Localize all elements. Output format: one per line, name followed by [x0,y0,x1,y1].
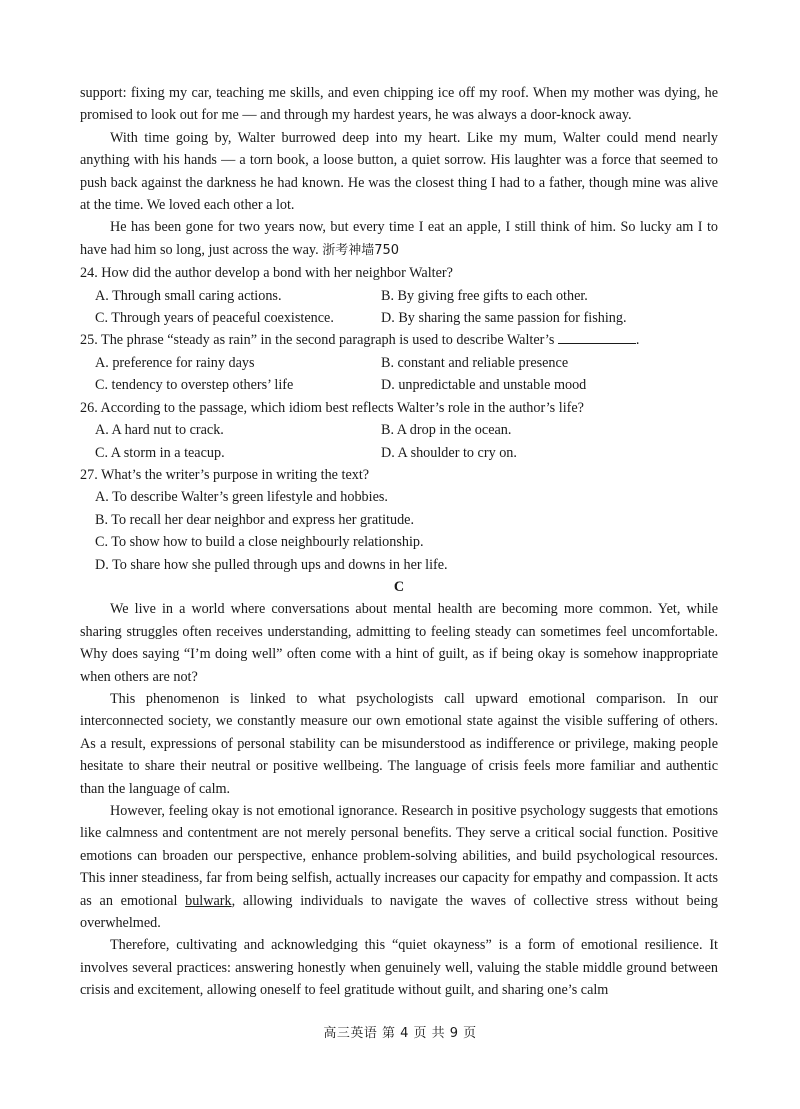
passage-b-paragraph-2: With time going by, Walter burrowed deep into my heart. Like my mum, Walter could mend nearly anything with his hands — a torn book, a loose button, a quiet sorrow. His laughter was a force that seemed to push back against the darkness he had known. He was the closest thing I had to a father, though mine was alive at the time. We loved each other a lot. [80,129,718,214]
question-24-option-a[interactable]: A. Through small caring actions. [95,287,282,304]
question-25-option-b[interactable]: B. constant and reliable presence [381,354,569,371]
question-26-stem: 26. According to the passage, which idiom best reflects Walter’s role in the author’s life? [80,399,584,416]
passage-c-paragraph-1: We live in a world where conversations about mental health are becoming more common. Yet, while sharing struggles often receives understanding, admitting to feeling steady can sometimes feel uncomfortable. Why does saying “I’m doing well” often come with a hint of guilt, as if being okay is somehow inappropriate when others are not? [80,601,718,685]
question-25-option-a[interactable]: A. preference for rainy days [95,354,255,371]
passage-b-paragraph-1: support: fixing my car, teaching me skills, and even chipping ice off my roof. When my mother was dying, he promised to look out for me — and through my hardest years, he was always a door-knock away. [80,85,718,124]
question-26-options [80,419,718,464]
passage-c-paragraph-3-text: However, feeling okay is not emotional ignorance. Research in positive psychology suggests that emotions like calmness and contentment are not merely personal benefits. They serve a critical social function. Positive emotions can broaden our perspective, enhance problem-solving abilities, and build psychological resources. This inner steadiness, far from being selfish, actually increases our capacity for empathy and compassion. It acts as an emotional [80,803,718,909]
question-26-option-b[interactable]: B. A drop in the ocean. [381,422,512,439]
page-footer: 高三英语 第 4 页 共 9 页 [323,1026,477,1041]
question-25-option-d[interactable]: D. unpredictable and unstable mood [381,377,587,394]
question-25-option-c[interactable]: C. tendency to overstep others’ life [95,377,294,394]
question-27-option-d[interactable]: D. To share how she pulled through ups and downs in her life. [95,556,448,573]
question-27-option-b[interactable]: B. To recall her dear neighbor and express her gratitude. [95,511,415,528]
answer-blank [558,329,636,344]
passage-c-paragraph-3-end: , allowing individuals to navigate the waves of collective stress without being overwhelmed. [80,892,718,932]
question-27-option-c[interactable]: C. To show how to build a close neighbourly relationship. [95,534,424,551]
question-25-stem [80,329,718,351]
watermark-text: 浙考神墙750 [322,242,400,258]
question-24-option-c[interactable]: C. Through years of peaceful coexistence. [95,310,334,327]
question-27-stem: 27. What’s the writer’s purpose in writing the text? [80,466,370,483]
passage-c-paragraph-4: Therefore, cultivating and acknowledging this “quiet okayness” is a form of emotional resilience. It involves several practices: answering honestly when genuinely well, valuing the stable middle ground between crisis and excitement, allowing oneself to feel gratitude without guilt, and sharing one’s calm [80,937,718,999]
question-26-option-d[interactable]: D. A shoulder to cry on. [381,444,517,461]
question-26-option-c[interactable]: C. A storm in a teacup. [95,444,225,461]
exam-page [80,82,718,1002]
passage-c-paragraph-3 [80,800,718,934]
underlined-word-bulwark: bulwark [185,892,232,909]
question-25-stem-end: . [635,332,640,349]
question-24-stem: 24. How did the author develop a bond with her neighbor Walter? [80,265,453,282]
question-26-option-a[interactable]: A. A hard nut to crack. [95,422,224,439]
question-27-option-a[interactable]: A. To describe Walter’s green lifestyle and hobbies. [95,489,388,506]
question-27-options [80,486,718,576]
question-24-option-d[interactable]: D. By sharing the same passion for fishing. [381,310,627,327]
question-25-stem-text: 25. The phrase “steady as rain” in the second paragraph is used to describe Walter’s [80,332,558,349]
passage-c-paragraph-2: This phenomenon is linked to what psychologists call upward emotional comparison. In our interconnected society, we constantly measure our own emotional state against the visible suffering of others. As a result, expressions of personal stability can be misunderstood as indifference or privilege, making people hesitate to share their neutral or positive wellbeing. The language of crisis feels more familiar and authentic than the language of calm. [80,690,718,797]
question-24-options [80,285,718,330]
question-25-options [80,352,718,397]
passage-b-paragraph-3-text: He has been gone for two years now, but every time I eat an apple, I still think of him. So lucky am I to have had him so long, just across the way. [80,219,718,258]
passage-b-paragraph-3 [80,216,718,262]
passage-c-heading: C [393,578,405,595]
question-24-option-b[interactable]: B. By giving free gifts to each other. [381,287,588,304]
